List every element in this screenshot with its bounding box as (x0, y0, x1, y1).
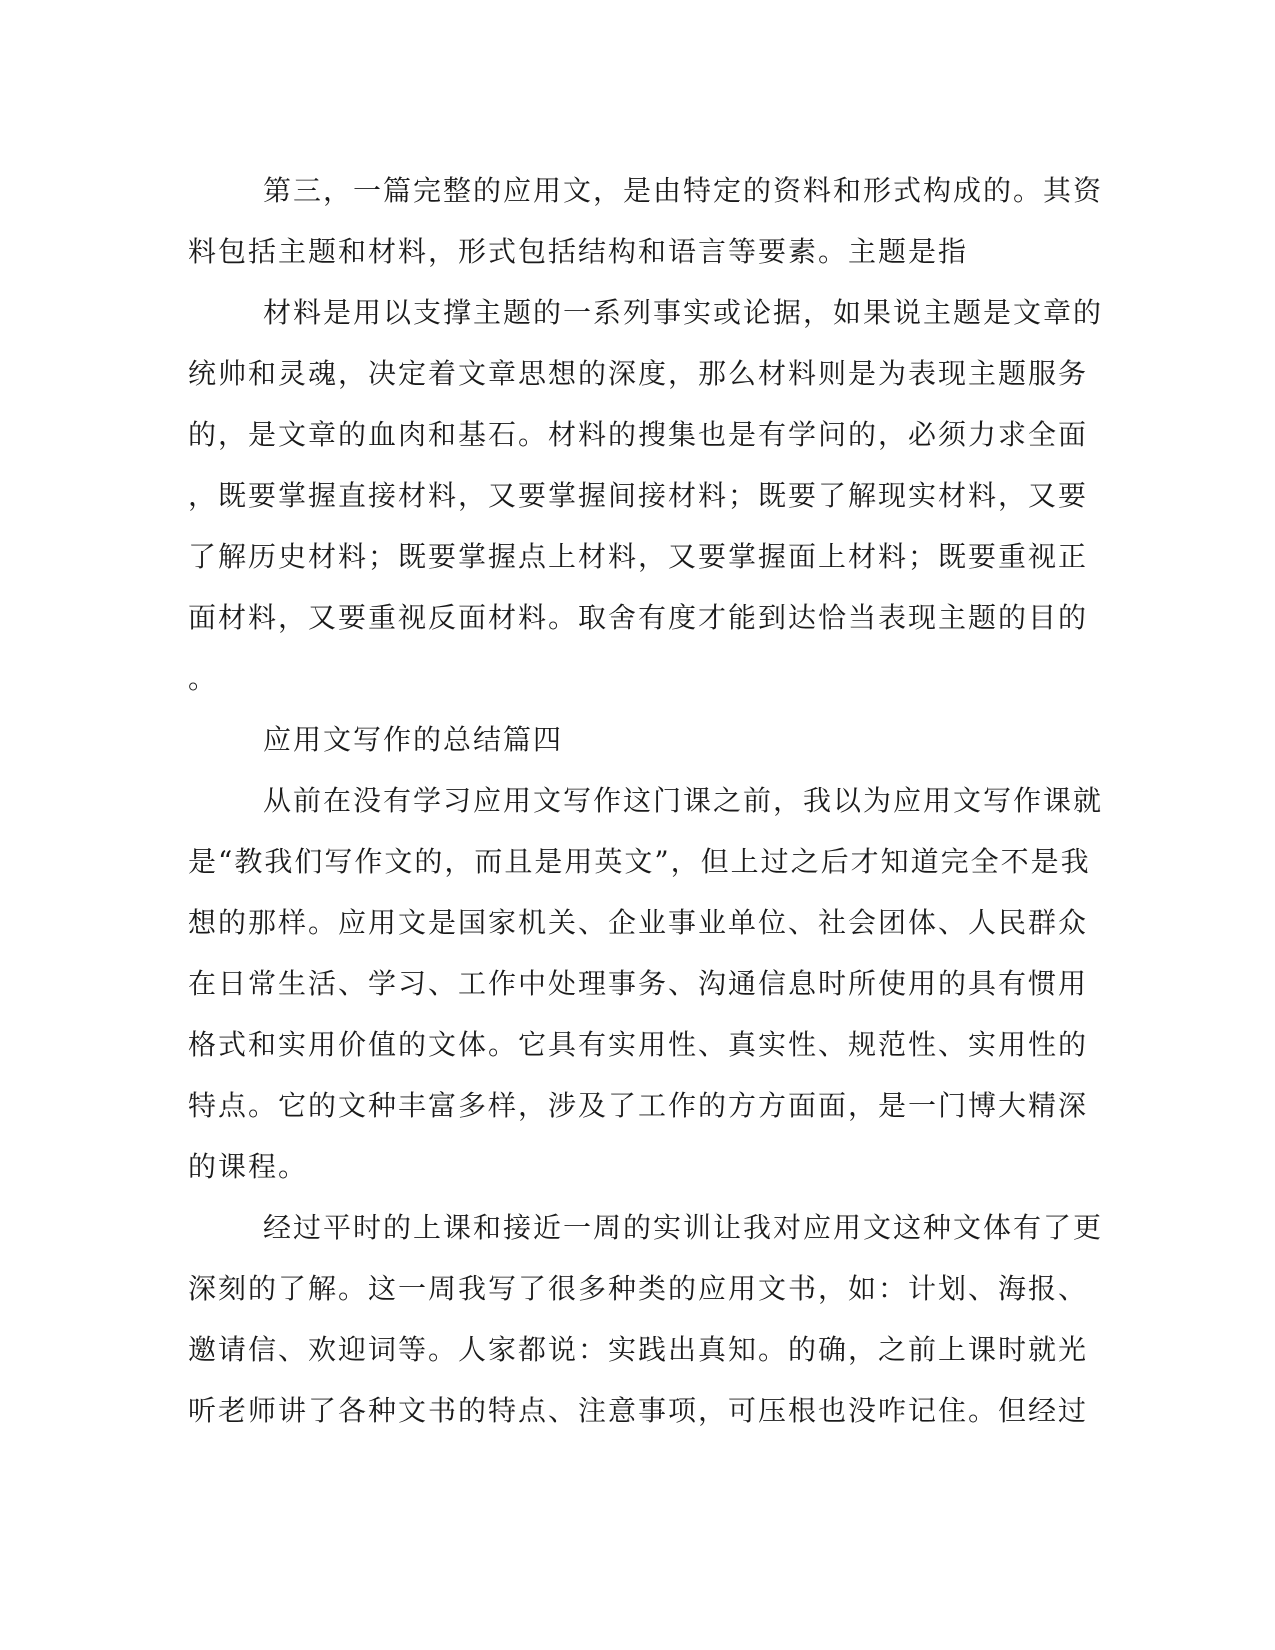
text-line: 邀请信、欢迎词等。人家都说：实践出真知。的确，之前上课时就光 (188, 1333, 1089, 1366)
text-line: 听老师讲了各种文书的特点、注意事项，可压根也没咋记住。但经过 (188, 1394, 1089, 1427)
text-line: 特点。它的文种丰富多样，涉及了工作的方方面面，是一门博大精深 (188, 1089, 1089, 1122)
text-line: ，既要掌握直接材料，又要掌握间接材料；既要了解现实材料，又要 (188, 479, 1089, 512)
text-line: 是“教我们写作文的，而且是用英文”，但上过之后才知道完全不是我 (188, 845, 1091, 878)
text-line: 了解历史材料；既要掌握点上材料，又要掌握面上材料；既要重视正 (188, 540, 1089, 573)
text-line: 在日常生活、学习、工作中处理事务、沟通信息时所使用的具有惯用 (188, 967, 1089, 1000)
text-line: 统帅和灵魂，决定着文章思想的深度，那么材料则是为表现主题服务 (188, 357, 1089, 390)
text-line: 材料是用以支撑主题的一系列事实或论据，如果说主题是文章的 (263, 296, 1104, 329)
document-body (188, 160, 1104, 1441)
text-line: 从前在没有学习应用文写作这门课之前，我以为应用文写作课就 (263, 784, 1104, 817)
text-line: 的课程。 (188, 1150, 309, 1183)
text-line: 第三，一篇完整的应用文，是由特定的资料和形式构成的。其资 (263, 174, 1104, 207)
text-line: 的，是文章的血肉和基石。材料的搜集也是有学问的，必须力求全面 (188, 418, 1089, 451)
text-line: 面材料，又要重视反面材料。取舍有度才能到达恰当表现主题的目的 (188, 601, 1089, 634)
text-line: 深刻的了解。这一周我写了很多种类的应用文书，如：计划、海报、 (188, 1272, 1089, 1305)
text-line: 想的那样。应用文是国家机关、企业事业单位、社会团体、人民群众 (188, 906, 1089, 939)
section-heading: 应用文写作的总结篇四 (263, 723, 564, 756)
text-line: 料包括主题和材料，形式包括结构和语言等要素。主题是指 (188, 235, 969, 268)
text-line: 格式和实用价值的文体。它具有实用性、真实性、规范性、实用性的 (188, 1028, 1089, 1061)
text-line: 。 (188, 662, 219, 695)
text-line: 经过平时的上课和接近一周的实训让我对应用文这种文体有了更 (263, 1211, 1104, 1244)
